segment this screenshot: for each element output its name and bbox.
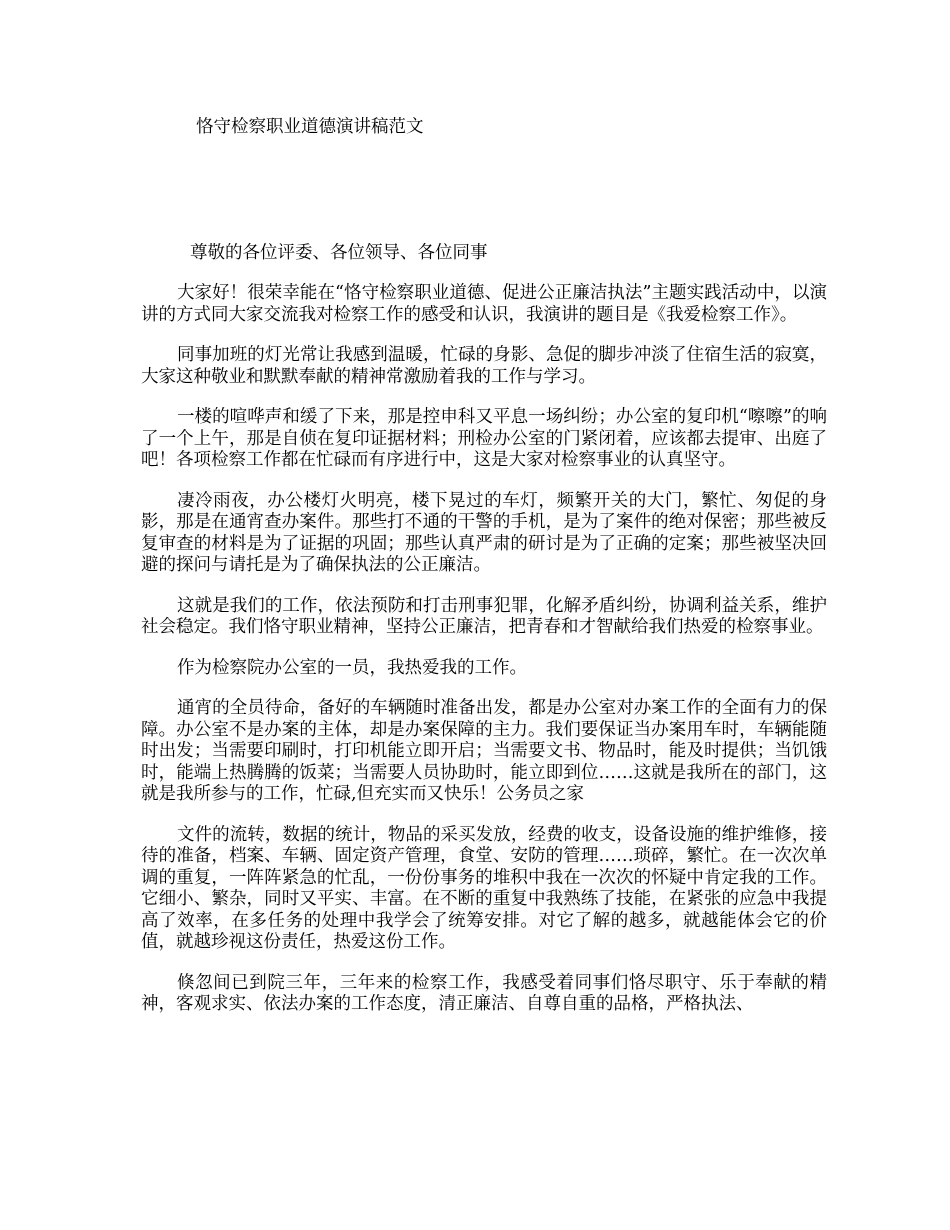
paragraph-5: 这就是我们的工作，依法预防和打击刑事犯罪，化解矛盾纠纷，协调利益关系，维护社会稳定。我们恪守职业精神，坚持公正廉洁，把青春和才智献给我们热爱的检察事业。: [141, 595, 827, 637]
paragraph-3: 一楼的喧哗声和缓了下来，那是控申科又平息一场纠纷；办公室的复印机“嚓嚓”的响了一个上午，那是自侦在复印证据材料；刑检办公室的门紧闭着，应该都去提审、出庭了吧！各项检察工作都在忙碌而有序进行中，这是大家对检察事业的认真坚守。: [141, 407, 827, 470]
paragraph-6: 作为检察院办公室的一员，我热爱我的工作。: [177, 657, 527, 678]
paragraph-1: 大家好！很荣幸能在“恪守检察职业道德、促进公正廉洁执法”主题实践活动中，以演讲的方式同大家交流我对检察工作的感受和认识，我演讲的题目是《我爱检察工作》。: [141, 283, 827, 325]
document-body: [141, 283, 827, 1035]
paragraph-2: 同事加班的灯光常让我感到温暖，忙碌的身影、急促的脚步冲淡了住宿生活的寂寞，大家这种敬业和默默奉献的精神常激励着我的工作与学习。: [141, 345, 827, 387]
salutation: 尊敬的各位评委、各位领导、各位同事: [190, 243, 488, 263]
paragraph-7: 通宵的全员待命，备好的车辆随时准备出发，都是办公室对办案工作的全面有力的保障。办公室不是办案的主体，却是办案保障的主力。我们要保证当办案用车时，车辆能随时出发；当需要印刷时，打印机能立即开启；当需要文书、物品时，能及时提供；当饥饿时，能端上热腾腾的饭菜；当需要人员协助时，能立即到位……这就是我所在的部门，这就是我所参与的工作，忙碌,但充实而又快乐！公务员之家: [141, 698, 827, 804]
paragraph-4: 凄冷雨夜，办公楼灯火明亮，楼下晃过的车灯，频繁开关的大门，繁忙、匆促的身影，那是在通宵查办案件。那些打不通的干警的手机，是为了案件的绝对保密；那些被反复审查的材料是为了证据的巩固；那些认真严肃的研讨是为了正确的定案；那些被坚决回避的探问与请托是为了确保执法的公正廉洁。: [141, 490, 827, 575]
paragraph-8: 文件的流转，数据的统计，物品的采买发放，经费的收支，设备设施的维护维修，接待的准备，档案、车辆、固定资产管理，食堂、安防的管理……琐碎，繁忙。在一次次单调的重复，一阵阵紧急的忙乱，一份份事务的堆积中我在一次次的怀疑中肯定我的工作。它细小、繁杂，同时又平实、丰富。在不断的重复中我熟练了技能，在紧张的应急中我提高了效率，在多任务的处理中我学会了统筹安排。对它了解的越多，就越能体会它的价值，就越珍视这份责任，热爱这份工作。: [141, 824, 827, 952]
paragraph-9: 倏忽间已到院三年，三年来的检察工作，我感受着同事们恪尽职守、乐于奉献的精神，客观求实、依法办案的工作态度，清正廉洁、自尊自重的品格，严格执法、: [141, 972, 827, 1014]
document-title: 恪守检察职业道德演讲稿范文: [196, 117, 424, 137]
